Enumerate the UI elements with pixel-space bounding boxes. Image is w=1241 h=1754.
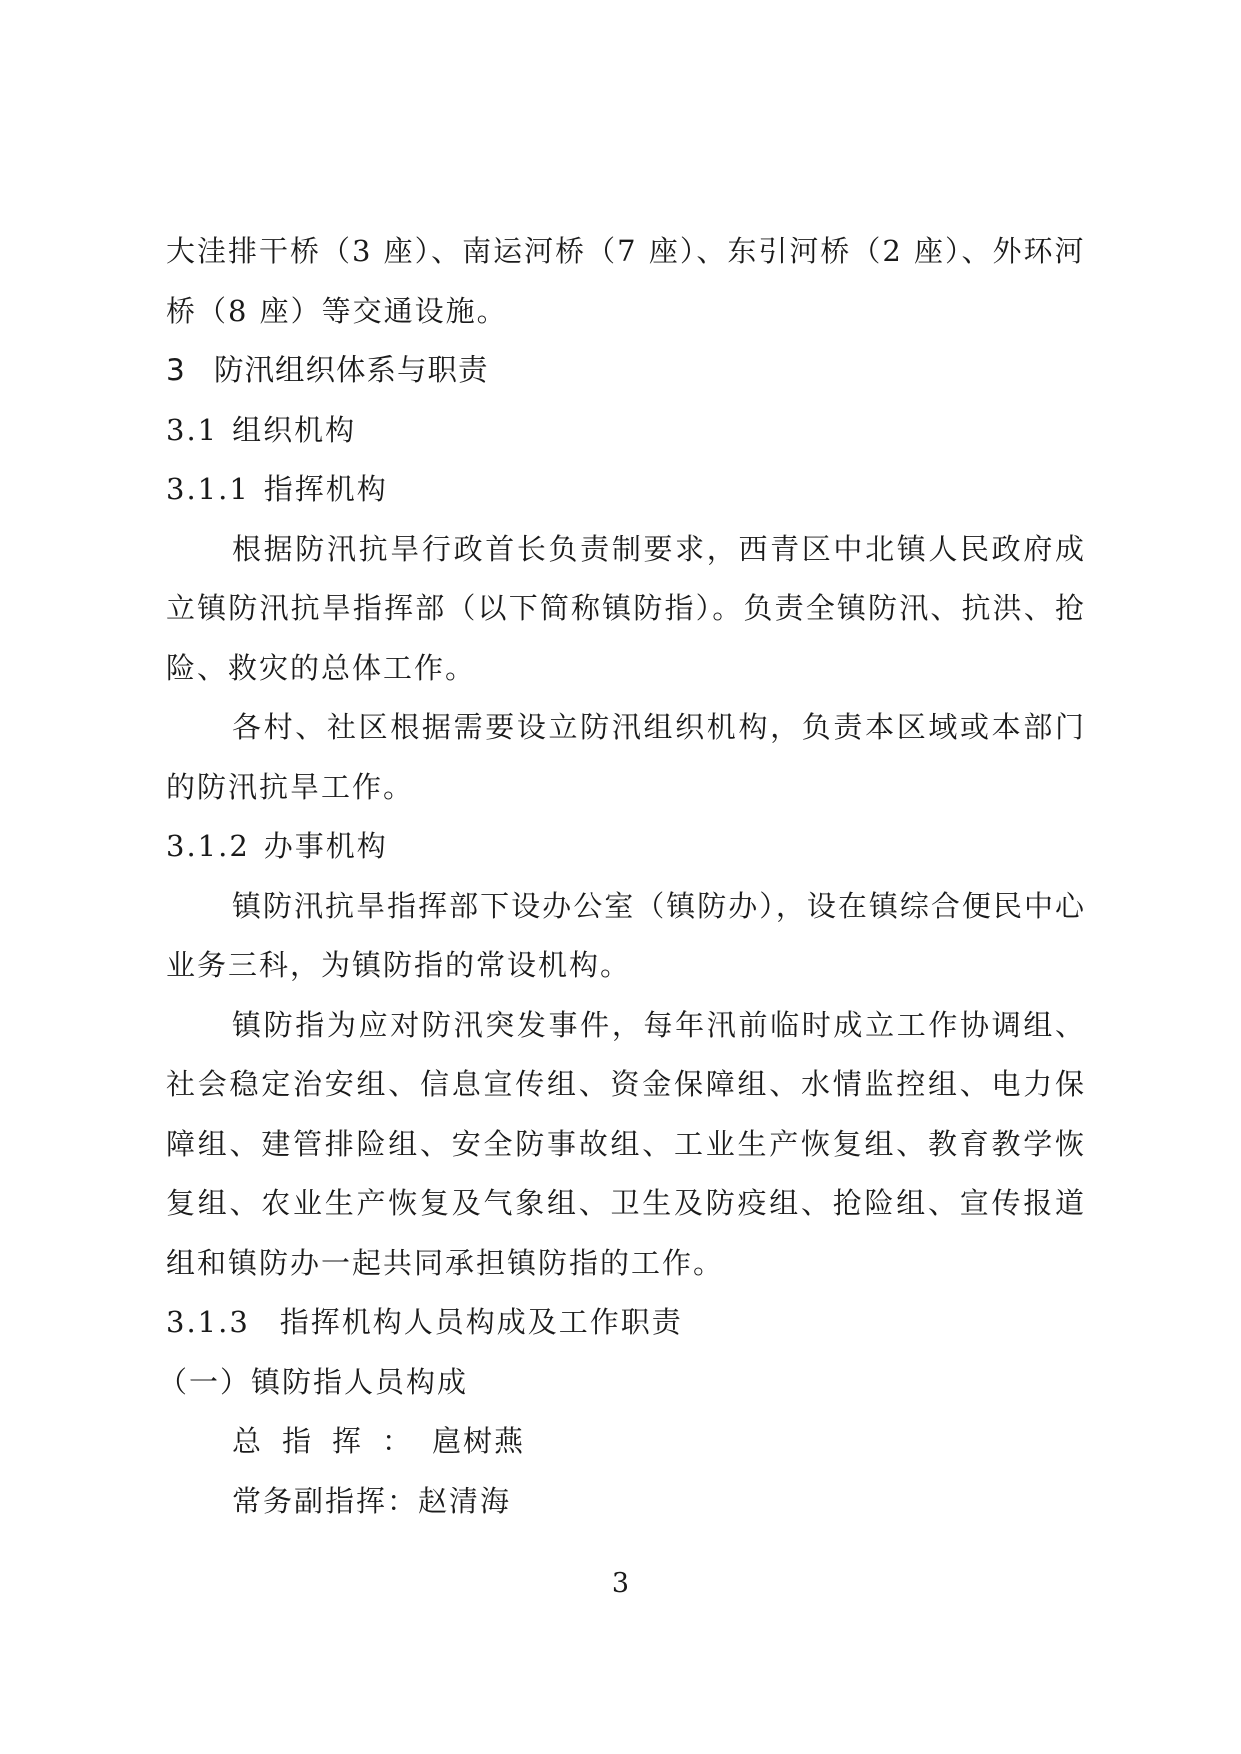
personnel-row [166, 1472, 1086, 1532]
page-content [158, 222, 1086, 1531]
personnel-role: 总指挥： [232, 1424, 433, 1458]
personnel-role: 常务副指挥： [232, 1483, 419, 1518]
section-3-1-number: 3.1 [166, 412, 219, 447]
section-3-1-3-title: 指挥机构人员构成及工作职责 [279, 1305, 683, 1339]
section-3-1-1-number: 3.1.1 [166, 472, 250, 506]
section-3-1-heading [166, 401, 1086, 461]
section-3-1-1-title: 指挥机构 [263, 472, 388, 506]
section-3-number: 3 [166, 353, 186, 387]
section-3-1-1-heading [166, 460, 1086, 520]
section-3-heading [166, 341, 1086, 401]
personnel-row [166, 1412, 1086, 1472]
section-3-1-2-number: 3.1.2 [166, 829, 250, 863]
section-3-1-title: 组织机构 [232, 412, 357, 447]
intro-line-1: 大洼排干桥（3 座）、南运河桥（7 座）、东引河桥（2 座）、外环河 [166, 234, 1086, 268]
section-3-1-3-number: 3.1.3 [166, 1305, 250, 1339]
sub-heading-personnel: （一）镇防指人员构成 [158, 1364, 469, 1399]
section-3-1-1-paragraph-2: 各村、社区根据需要设立防汛组织机构，负责本区域或本部门的防汛抗旱工作。 [166, 710, 1086, 804]
section-3-1-2-title: 办事机构 [263, 829, 388, 863]
page-number: 3 [611, 1568, 630, 1599]
section-3-1-2-heading [166, 817, 1086, 877]
intro-line-2: 桥（8 座）等交通设施。 [166, 293, 508, 328]
personnel-name: 赵清海 [418, 1483, 512, 1518]
section-3-title: 防汛组织体系与职责 [214, 353, 489, 387]
section-3-1-1-paragraph-1: 根据防汛抗旱行政首长负责制要求，西青区中北镇人民政府成立镇防汛抗旱指挥部（以下简称镇防指）。负责全镇防汛、抗洪、抢险、救灾的总体工作。 [166, 531, 1086, 685]
section-3-1-2-paragraph-2: 镇防指为应对防汛突发事件，每年汛前临时成立工作协调组、社会稳定治安组、信息宣传组、资金保障组、水情监控组、电力保障组、建管排险组、安全防事故组、工业生产恢复组、教育教学恢复组、农业生产恢复及气象组、卫生及防疫组、抢险组、宣传报道组和镇防办一起共同承担镇防指的工作。 [166, 1007, 1086, 1280]
section-3-1-2-paragraph-1: 镇防汛抗旱指挥部下设办公室（镇防办），设在镇综合便民中心业务三科，为镇防指的常设机构。 [166, 888, 1086, 982]
section-3-1-3-heading [166, 1293, 1086, 1353]
personnel-name: 扈树燕 [432, 1424, 526, 1458]
